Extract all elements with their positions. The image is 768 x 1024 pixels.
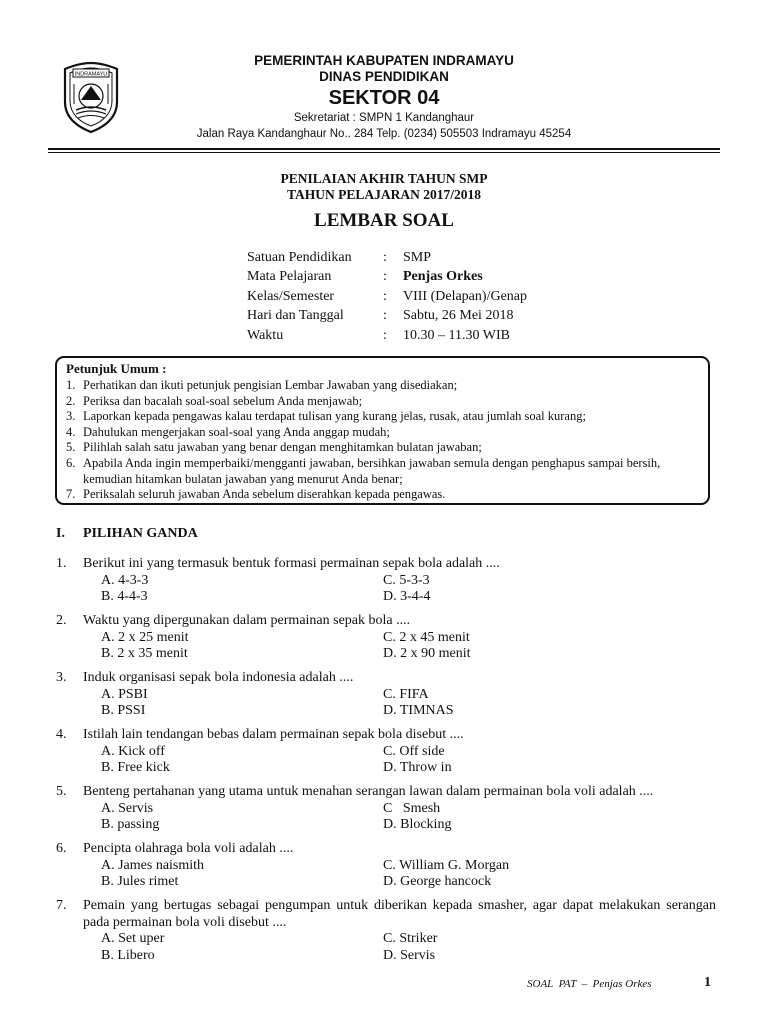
answer-option: B. PSSI bbox=[101, 703, 146, 718]
question-item bbox=[56, 727, 716, 777]
answer-option: B. 2 x 35 menit bbox=[101, 646, 188, 661]
question-number: 3. bbox=[56, 670, 67, 685]
info-key: Kelas/Semester bbox=[247, 288, 335, 304]
letterhead-department: DINAS PENDIDIKAN bbox=[319, 69, 449, 84]
instruction-item bbox=[66, 425, 706, 441]
page-number: 1 bbox=[704, 975, 711, 990]
letterhead-divider-thin bbox=[48, 152, 720, 153]
instruction-number: 6. bbox=[66, 455, 76, 470]
answer-option: A. Kick off bbox=[101, 743, 165, 759]
sheet-title: LEMBAR SOAL bbox=[314, 210, 454, 231]
instruction-text: Laporkan kepada pengawas kalau terdapat tulisan yang kurang jelas, rusak, atau jumlah soal kurang; bbox=[83, 409, 586, 424]
footer-label: SOAL PAT – Penjas Orkes bbox=[527, 978, 652, 990]
instruction-number: 1. bbox=[66, 378, 76, 392]
question-item bbox=[56, 556, 716, 606]
question-text: Induk organisasi sepak bola indonesia adalah .... bbox=[83, 670, 354, 685]
answer-options bbox=[56, 931, 716, 964]
instruction-text: Pilihlah salah satu jawaban yang benar dengan menghitamkan bulatan jawaban; bbox=[83, 440, 482, 455]
answer-option: B. 4-4-3 bbox=[101, 589, 148, 604]
question-number: 5. bbox=[56, 784, 67, 799]
answer-option: C. 2 x 45 menit bbox=[383, 629, 470, 645]
letterhead-sector: SEKTOR 04 bbox=[328, 87, 440, 109]
exam-info-table bbox=[247, 248, 527, 346]
instruction-item bbox=[66, 409, 706, 425]
instruction-item bbox=[66, 378, 706, 394]
question-text: Benteng pertahanan yang utama untuk menahan serangan lawan dalam permainan bola voli adalah .... bbox=[83, 784, 654, 799]
answer-options bbox=[56, 801, 716, 834]
answer-option: B. Libero bbox=[101, 947, 155, 963]
question-number: 7. bbox=[56, 898, 67, 913]
answer-option: C. FIFA bbox=[383, 686, 429, 702]
instruction-text: Periksalah seluruh jawaban Anda sebelum diserahkan kepada pengawas. bbox=[83, 487, 446, 502]
instruction-text: Dahulukan mengerjakan soal-soal yang Anda anggap mudah; bbox=[83, 424, 390, 439]
answer-option: B. Jules rimet bbox=[101, 874, 179, 889]
answer-option: C. 5-3-3 bbox=[383, 572, 430, 588]
answer-options bbox=[56, 573, 716, 606]
info-key: Satuan Pendidikan bbox=[247, 249, 352, 265]
answer-option: D. George hancock bbox=[383, 874, 492, 889]
instruction-item bbox=[66, 394, 706, 410]
instruction-number: 5. bbox=[66, 440, 76, 455]
question-text: Pencipta olahraga bola voli adalah .... bbox=[83, 841, 294, 856]
answer-option: A. Servis bbox=[101, 800, 154, 816]
letterhead-divider-thick bbox=[48, 148, 720, 150]
answer-options bbox=[56, 858, 716, 891]
info-row-education-unit bbox=[247, 248, 527, 268]
info-row-subject bbox=[247, 268, 527, 288]
answer-option: B. Free kick bbox=[101, 760, 170, 775]
instruction-text: Apabila Anda ingin memperbaiki/mengganti jawaban, bersihkan jawaban semula dengan penghapus sampai bersih, kemudian hitamkan bulatan jawaban yang menurut Anda benar; bbox=[83, 455, 661, 486]
answer-options bbox=[56, 687, 716, 720]
section-heading bbox=[56, 526, 198, 542]
question-text: Waktu yang dipergunakan dalam permainan sepak bola .... bbox=[83, 613, 411, 628]
instruction-text: Periksa dan bacalah soal-soal sebelum Anda menjawab; bbox=[83, 393, 363, 408]
instruction-item bbox=[66, 456, 706, 487]
answer-option: C. Striker bbox=[383, 931, 438, 946]
section-number: I. bbox=[56, 526, 65, 541]
question-item bbox=[56, 898, 716, 964]
answer-option: A. 4-3-3 bbox=[101, 572, 149, 588]
instruction-number: 4. bbox=[66, 424, 76, 439]
answer-option: C. Off side bbox=[383, 743, 445, 759]
info-row-date bbox=[247, 307, 527, 327]
info-value: VIII (Delapan)/Genap bbox=[403, 288, 527, 304]
question-number: 6. bbox=[56, 841, 67, 856]
info-value: 10.30 – 11.30 WIB bbox=[403, 327, 510, 343]
info-row-time bbox=[247, 326, 527, 346]
question-number: 4. bbox=[56, 727, 67, 742]
info-separator: : bbox=[383, 249, 387, 265]
answer-option: A. James naismith bbox=[101, 857, 205, 873]
instructions-title: Petunjuk Umum : bbox=[66, 361, 167, 376]
info-separator: : bbox=[383, 269, 387, 285]
info-key: Mata Pelajaran bbox=[247, 269, 332, 285]
instructions-list bbox=[66, 378, 706, 503]
info-separator: : bbox=[383, 308, 387, 324]
answer-option: D. Throw in bbox=[383, 760, 452, 775]
answer-option: C Smesh bbox=[383, 800, 441, 816]
answer-options bbox=[56, 744, 716, 777]
question-item bbox=[56, 784, 716, 834]
info-row-class-semester bbox=[247, 287, 527, 307]
crest-banner-text: INDRAMAYU bbox=[74, 71, 108, 78]
info-value: Sabtu, 26 Mei 2018 bbox=[403, 308, 514, 324]
section-label: PILIHAN GANDA bbox=[83, 526, 198, 541]
answer-option: D. 3-4-4 bbox=[383, 589, 431, 604]
question-number: 1. bbox=[56, 556, 67, 571]
question-item bbox=[56, 613, 716, 663]
answer-option: D. 2 x 90 menit bbox=[383, 646, 471, 661]
instruction-text: Perhatikan dan ikuti petunjuk pengisian Lembar Jawaban yang disediakan; bbox=[83, 378, 458, 392]
exam-title: PENILAIAN AKHIR TAHUN SMP bbox=[280, 171, 488, 186]
letterhead-secretariat: Sekretariat : SMPN 1 Kandanghaur bbox=[293, 112, 475, 124]
letterhead-address: Jalan Raya Kandanghaur No.. 284 Telp. (0234) 505503 Indramayu 45254 bbox=[196, 128, 572, 140]
question-number: 2. bbox=[56, 613, 67, 628]
instruction-number: 7. bbox=[66, 487, 76, 502]
question-text: Pemain yang bertugas sebagai pengumpan untuk diberikan kepada smasher, agar dapat melakukan serangan pada permainan bola voli disebut .... bbox=[83, 898, 716, 930]
answer-option: D. Servis bbox=[383, 947, 436, 963]
info-separator: : bbox=[383, 288, 387, 304]
info-key: Hari dan Tanggal bbox=[247, 308, 344, 324]
answer-option: A. PSBI bbox=[101, 686, 148, 702]
instruction-item bbox=[66, 440, 706, 456]
question-item bbox=[56, 670, 716, 720]
question-text: Istilah lain tendangan bebas dalam permainan sepak bola disebut .... bbox=[83, 727, 464, 742]
answer-option: C. William G. Morgan bbox=[383, 857, 510, 873]
question-text: Berikut ini yang termasuk bentuk formasi permainan sepak bola adalah .... bbox=[83, 556, 500, 571]
question-list bbox=[56, 556, 716, 972]
info-key: Waktu bbox=[247, 327, 284, 343]
answer-option: D. Blocking bbox=[383, 817, 452, 832]
info-value: Penjas Orkes bbox=[403, 269, 483, 285]
instruction-number: 2. bbox=[66, 393, 76, 408]
answer-option: A. Set uper bbox=[101, 931, 165, 946]
info-separator: : bbox=[383, 327, 387, 343]
answer-option: B. passing bbox=[101, 817, 160, 832]
question-item bbox=[56, 841, 716, 891]
answer-options bbox=[56, 630, 716, 663]
instruction-number: 3. bbox=[66, 409, 76, 424]
academic-year: TAHUN PELAJARAN 2017/2018 bbox=[286, 187, 481, 202]
instruction-item bbox=[66, 487, 706, 503]
letterhead-government: PEMERINTAH KABUPATEN INDRAMAYU bbox=[254, 53, 514, 68]
info-value: SMP bbox=[403, 249, 432, 265]
answer-option: D. TIMNAS bbox=[383, 703, 454, 718]
answer-option: A. 2 x 25 menit bbox=[101, 629, 189, 645]
